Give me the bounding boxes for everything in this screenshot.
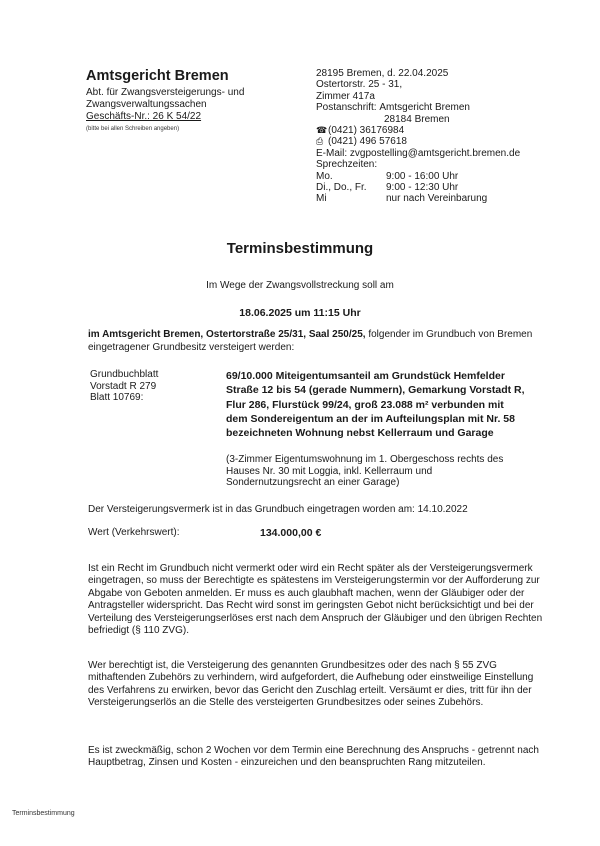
paragraph-claim: Es ist zweckmäßig, schon 2 Wochen vor dem Termin eine Berechnung des Anspruchs - getrennt nach Hauptbetrag, Zinsen und Kosten - einzureichen und den beanspruchten Rang mitzuteilen. [88,745,539,769]
auction-date: 18.06.2025 um 11:15 Uhr [239,307,361,319]
hours-row [316,171,576,182]
phone-icon: ☎ [316,125,328,136]
contact-block [316,68,576,205]
place-date: 28195 Bremen, d. 22.04.2025 [316,68,449,79]
street-address: Ostertorstr. 25 - 31, [316,79,403,91]
phone-line [316,125,576,136]
room-number: Zimmer 417a [316,90,375,102]
postal-name: Amtsgericht Bremen [379,102,470,114]
market-value-amount: 134.000,00 € [260,527,322,539]
hours-days: Mi [316,193,327,205]
hours-time: 9:00 - 16:00 Uhr [386,170,459,182]
postal-zip: 28184 Bremen [384,113,450,125]
grundbuch-label-1: Grundbuchblatt [90,369,159,380]
department-line-2: Zwangsverwaltungssachen [86,99,207,110]
property-note: (3-Zimmer Eigentumswohnung im 1. Obergeschoss rechts des Hauses Nr. 30 mit Loggia, inkl. Kellerraum und Sondernutzungsrecht an einer Garage) [226,454,504,489]
hours-days: Mo. [316,170,333,182]
hours-time: nur nach Vereinbarung [386,193,488,205]
hours-row [316,193,576,204]
court-department [86,87,286,111]
registration-note: Der Versteigerungsvermerk ist in das Grundbuch eingetragen worden am: 14.10.2022 [88,504,468,515]
hours-label: Sprechzeiten: [316,159,378,171]
fax-line [316,136,576,147]
document-title: Terminsbestimmung [226,240,374,257]
case-number: Geschäfts-Nr.: 26 K 54/22 [86,111,202,122]
department-line-1: Abt. für Zwangsversteigerungs- und [86,87,245,98]
grundbuch-label [90,369,210,404]
phone-number: (0421) 36176984 [328,125,405,137]
hours-row [316,182,576,193]
auction-place-rest: folgender im Grundbuch von Bremen eingetragener Grundbesitz versteigert werden: [88,329,533,353]
footer-label: Terminsbestimmung [12,810,75,817]
case-note: (bitte bei allen Schreiben angeben) [86,126,180,132]
court-name: Amtsgericht Bremen [86,68,229,84]
paragraph-rights: Ist ein Recht im Grundbuch nicht vermerkt oder wird ein Recht später als der Versteigerungsvermerk eingetragen, so muss der Berechtigte es spätestens im Versteigerungstermin vor der Aufforderung zur Abgabe von Geboten anmelden. Er muss es auch glaubhaft machen, wenn der Gläubiger oder der Antragsteller widerspricht. Das Recht wird sonst im geringsten Gebot nicht berücksichtigt und bei der Verteilung des Versteigerungserlöses erst nach dem Anspruch der Gläubiger und den übrigen Rechten befriedigt (§ 110 ZVG). [88,563,543,637]
postal-label: Postanschrift: [316,102,377,114]
grundbuch-label-3: Blatt 10769: [90,392,144,403]
hours-time: 9:00 - 12:30 Uhr [386,182,459,194]
market-value [88,527,558,539]
postal-address [316,102,576,113]
auction-place [88,329,543,354]
auction-location: im Amtsgericht Bremen, Ostertorstraße 25/31, Saal 250/25, [88,329,366,340]
intro-text: Im Wege der Zwangsvollstreckung soll am [206,280,394,291]
fax-number: (0421) 496 57618 [328,136,407,148]
grundbuch-label-2: Vorstadt R 279 [90,380,157,392]
paragraph-prevention: Wer berechtigt ist, die Versteigerung des genannten Grundbesitzes oder des nach § 55 ZVG mithaftenden Zubehörs zu verhindern, wird aufgefordert, die Aufhebung oder einstweilige Einstellung des Verfahrens zu erwirken, bevor das Gericht den Zuschlag erteilt. Versäumt er dies, tritt für ihn der Versteigerungserlös an die Stelle des versteigerten Grundbesitzes oder seines Zubehörs. [88,660,534,709]
property-description: 69/10.000 Miteigentumsanteil am Grundstück Hemfelder Straße 12 bis 54 (gerade Nummern), Gemarkung Vorstadt R, Flur 286, Flurstück 99/24, groß 23.088 m² verbunden mit dem Sondereigentum an der im Aufteilungsplan mit Nr. 58 bezeichneten Wohnung nebst Kellerraum und Garage [226,370,525,440]
email: E-Mail: zvgpostelling@amtsgericht.bremen.de [316,147,521,159]
market-value-label: Wert (Verkehrswert): [88,527,180,538]
hours-days: Di., Do., Fr. [316,182,367,194]
fax-icon: ⎙ [316,136,324,147]
